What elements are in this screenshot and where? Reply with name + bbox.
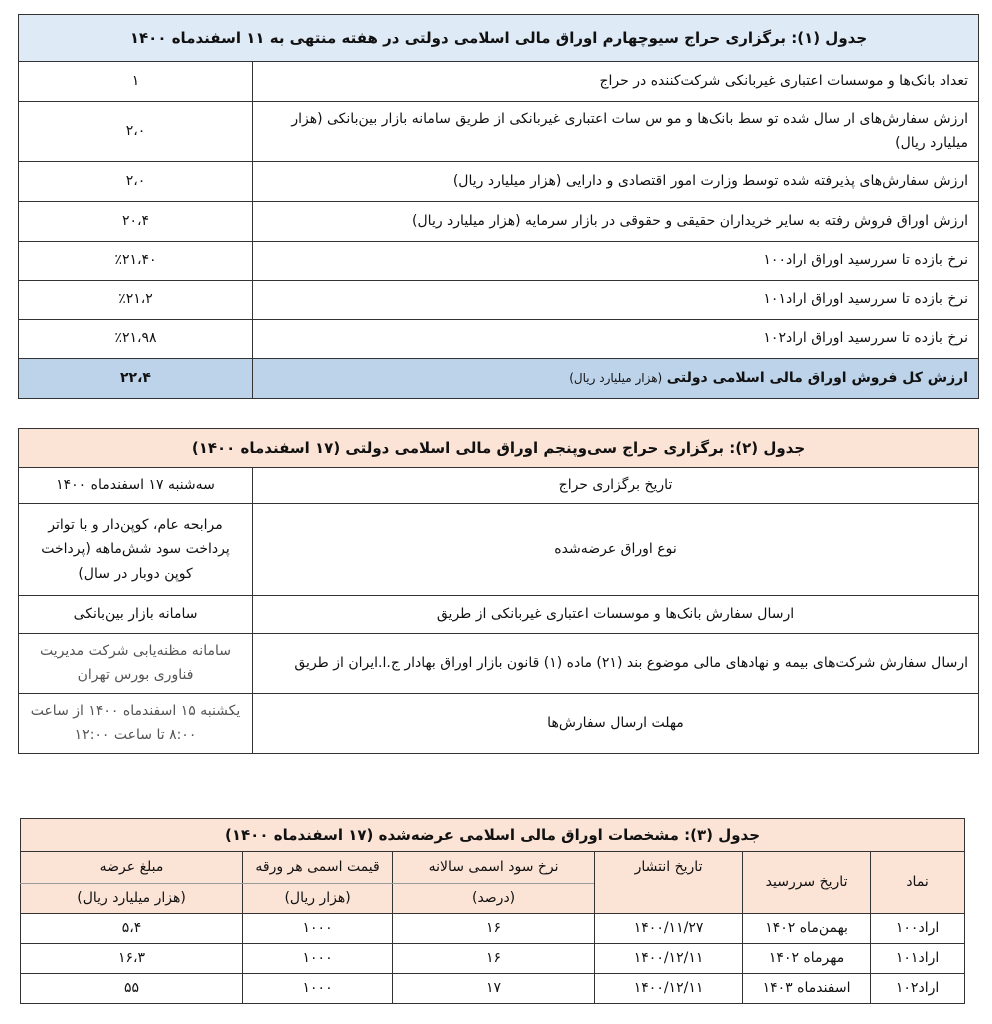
- table-caption: جدول (۱): برگزاری حراج سیوچهارم اوراق مالی اسلامی دولتی در هفته منتهی به ۱۱ اسفندماه ۱۴۰۰: [19, 15, 979, 62]
- row-value: یکشنبه ۱۵ اسفندماه ۱۴۰۰ از ساعت ۸:۰۰ تا ساعت ۱۲:۰۰: [19, 694, 253, 754]
- row-label: ارزش اوراق فروش رفته به سایر خریداران حقیقی و حقوقی در بازار سرمایه (هزار میلیارد ریال): [253, 202, 979, 242]
- total-row: [19, 359, 979, 399]
- cell-amount: ۱۶،۳: [21, 944, 243, 974]
- row-value: سامانه مظنه‌یابی شرکت مدیریت فناوری بورس تهران: [19, 634, 253, 694]
- header-maturity: تاریخ سررسید: [743, 852, 871, 914]
- cell-issue-date: ۱۴۰۰/۱۱/۲۷: [595, 914, 743, 944]
- cell-price: ۱۰۰۰: [243, 974, 393, 1004]
- cell-maturity: بهمن‌ماه ۱۴۰۲: [743, 914, 871, 944]
- header-amount: مبلغ عرضه: [21, 852, 243, 884]
- total-value: ۲۲،۴: [19, 359, 253, 399]
- row-value: سه‌شنبه ۱۷ اسفندماه ۱۴۰۰: [19, 468, 253, 504]
- row-label: نرخ بازده تا سررسید اوراق اراد۱۰۲: [253, 320, 979, 359]
- table-row: [19, 634, 979, 694]
- table-row: [19, 320, 979, 359]
- table-row: [19, 504, 979, 596]
- row-value: سامانه بازار بین‌بانکی: [19, 596, 253, 634]
- row-value: ٪۲۱،۴۰: [19, 242, 253, 281]
- cell-price: ۱۰۰۰: [243, 914, 393, 944]
- cell-symbol: اراد۱۰۲: [871, 974, 965, 1004]
- auction-34-results-table: [18, 14, 979, 399]
- cell-price: ۱۰۰۰: [243, 944, 393, 974]
- table-row: [19, 596, 979, 634]
- row-label: ارزش سفارش‌های پذیرفته شده توسط وزارت امور اقتصادی و دارایی (هزار میلیارد ریال): [253, 162, 979, 202]
- row-label: ارسال سفارش بانک‌ها و موسسات اعتباری غیربانکی از طریق: [253, 596, 979, 634]
- row-label: مهلت ارسال سفارش‌ها: [253, 694, 979, 754]
- header-amount-unit: (هزار میلیارد ریال): [21, 884, 243, 914]
- total-unit: (هزار میلیارد ریال): [569, 370, 663, 385]
- row-value: مرابحه عام، کوپن‌دار و با تواتر پرداخت سود شش‌ماهه (پرداخت کوپن دوبار در سال): [19, 504, 253, 596]
- row-value: ٪۲۱،۲: [19, 281, 253, 320]
- row-label: ارسال سفارش شرکت‌های بیمه و نهادهای مالی موضوع بند (۲۱) ماده (۱) قانون بازار اوراق بهادار ج.ا.ایران از طریق: [253, 634, 979, 694]
- header-issue-date: تاریخ انتشار: [595, 852, 743, 914]
- table-row: [19, 62, 979, 102]
- table-row: [19, 694, 979, 754]
- table-row: [19, 468, 979, 504]
- row-value: ۲،۰: [19, 162, 253, 202]
- row-label: ارزش سفارش‌های ار سال شده تو سط بانک‌ها و مو س سات اعتباری غیربانکی از طریق سامانه بازار بین‌بانکی (هزار میلیارد ریال): [253, 102, 979, 162]
- row-label: تعداد بانک‌ها و موسسات اعتباری غیربانکی شرکت‌کننده در حراج: [253, 62, 979, 102]
- row-value: ۱: [19, 62, 253, 102]
- auction-35-details-table: [18, 428, 979, 754]
- table-row: [19, 102, 979, 162]
- table-caption: جدول (۲): برگزاری حراج سی‌وپنجم اوراق مالی اسلامی دولتی (۱۷ اسفندماه ۱۴۰۰): [19, 429, 979, 468]
- total-label: ارزش کل فروش اوراق مالی اسلامی دولتی: [666, 369, 968, 386]
- table-row: [21, 974, 965, 1004]
- cell-maturity: مهرماه ۱۴۰۲: [743, 944, 871, 974]
- offered-securities-table: [20, 818, 965, 1004]
- table-row: [21, 944, 965, 974]
- cell-rate: ۱۷: [393, 974, 595, 1004]
- cell-amount: ۵،۴: [21, 914, 243, 944]
- cell-symbol: اراد۱۰۱: [871, 944, 965, 974]
- cell-issue-date: ۱۴۰۰/۱۲/۱۱: [595, 944, 743, 974]
- cell-symbol: اراد۱۰۰: [871, 914, 965, 944]
- cell-rate: ۱۶: [393, 944, 595, 974]
- header-price-unit: (هزار ریال): [243, 884, 393, 914]
- cell-maturity: اسفندماه ۱۴۰۳: [743, 974, 871, 1004]
- header-symbol: نماد: [871, 852, 965, 914]
- cell-amount: ۵۵: [21, 974, 243, 1004]
- row-label: نرخ بازده تا سررسید اوراق اراد۱۰۱: [253, 281, 979, 320]
- table-row: [19, 162, 979, 202]
- row-value: ۲،۰: [19, 102, 253, 162]
- cell-rate: ۱۶: [393, 914, 595, 944]
- row-label: نوع اوراق عرضه‌شده: [253, 504, 979, 596]
- cell-issue-date: ۱۴۰۰/۱۲/۱۱: [595, 974, 743, 1004]
- row-value: ٪۲۱،۹۸: [19, 320, 253, 359]
- table-row: [19, 281, 979, 320]
- row-label: تاریخ برگزاری حراج: [253, 468, 979, 504]
- header-price: قیمت اسمی هر ورقه: [243, 852, 393, 884]
- table-caption: جدول (۳): مشخصات اوراق مالی اسلامی عرضه‌شده (۱۷ اسفندماه ۱۴۰۰): [21, 819, 965, 852]
- header-row: [21, 852, 965, 884]
- row-label: نرخ بازده تا سررسید اوراق اراد۱۰۰: [253, 242, 979, 281]
- table-row: [19, 242, 979, 281]
- header-rate-unit: (درصد): [393, 884, 595, 914]
- total-label-cell: [253, 359, 979, 399]
- row-value: ۲۰،۴: [19, 202, 253, 242]
- table-row: [21, 914, 965, 944]
- header-rate: نرخ سود اسمی سالانه: [393, 852, 595, 884]
- table-row: [19, 202, 979, 242]
